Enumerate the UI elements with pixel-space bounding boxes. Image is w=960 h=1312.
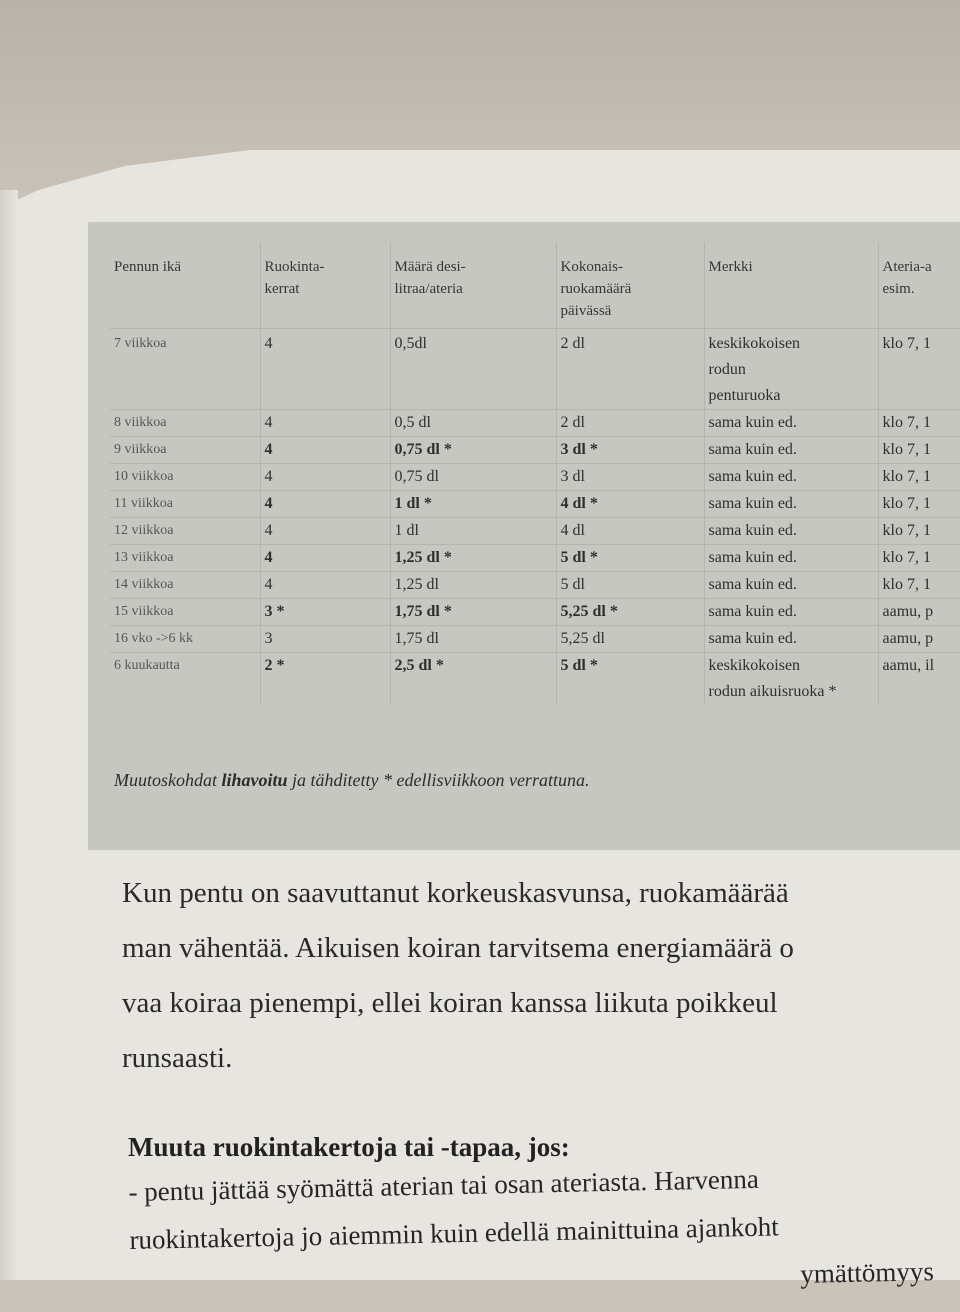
brand-cell: sama kuin ed. <box>704 572 878 599</box>
amount-cell: 1,25 dl * <box>390 545 556 572</box>
table-row <box>110 410 960 437</box>
paragraph-line: runsaasti. <box>122 1042 233 1074</box>
age-cell: 10 viikkoa <box>110 464 260 491</box>
table-row <box>110 599 960 626</box>
age-cell: 12 viikkoa <box>110 518 260 545</box>
amount-cell: 1 dl * <box>390 491 556 518</box>
meal-times-cell: aamu, p <box>878 599 960 626</box>
feedings-cell: 3 <box>260 626 390 653</box>
meal-times-cell: klo 7, 1 <box>878 545 960 572</box>
feedings-cell: 4 <box>260 437 390 464</box>
paragraph-line: man vähentää. Aikuisen koiran tarvitsema energiamäärä o <box>122 932 794 964</box>
table-row <box>110 653 960 706</box>
amount-cell: 0,5 dl <box>390 410 556 437</box>
table-header-row <box>110 242 960 329</box>
total-cell: 2 dl <box>556 410 704 437</box>
age-cell: 16 vko ->6 kk <box>110 626 260 653</box>
brand-cell: keskikokoisen rodun aikuisruoka * <box>704 653 878 706</box>
age-cell: 6 kuukautta <box>110 653 260 706</box>
paragraph-line: vaa koiraa pienempi, ellei koiran kanssa liikuta poikkeul <box>122 987 778 1019</box>
meal-times-cell: klo 7, 1 <box>878 518 960 545</box>
list-line: ruokintakertoja jo aiemmin kuin edellä mainittuina ajankoht <box>129 1211 780 1255</box>
page-edge <box>0 190 18 1280</box>
feedings-cell: 4 <box>260 329 390 410</box>
brand-cell: sama kuin ed. <box>704 491 878 518</box>
feedings-cell: 3 * <box>260 599 390 626</box>
meal-times-cell: klo 7, 1 <box>878 491 960 518</box>
meal-times-cell: klo 7, 1 <box>878 437 960 464</box>
age-cell: 9 viikkoa <box>110 437 260 464</box>
amount-cell: 0,5dl <box>390 329 556 410</box>
meal-times-cell: klo 7, 1 <box>878 572 960 599</box>
amount-cell: 1,25 dl <box>390 572 556 599</box>
amount-cell: 0,75 dl <box>390 464 556 491</box>
brand-cell: keskikokoisen rodun penturuoka <box>704 329 878 410</box>
brand-cell: sama kuin ed. <box>704 518 878 545</box>
table-caption <box>114 770 589 791</box>
feeding-table <box>110 242 960 705</box>
feedings-cell: 4 <box>260 572 390 599</box>
brand-cell: sama kuin ed. <box>704 599 878 626</box>
total-cell: 4 dl * <box>556 491 704 518</box>
header-puppy-age: Pennun ikä <box>114 259 182 275</box>
list-line: - pentu jättää syömättä aterian tai osan ateriasta. Harvenna <box>128 1163 760 1207</box>
meal-times-cell: aamu, p <box>878 626 960 653</box>
list-line: ymättömyys <box>800 1256 935 1289</box>
amount-cell: 1,75 dl <box>390 626 556 653</box>
table-row <box>110 626 960 653</box>
total-cell: 2 dl <box>556 329 704 410</box>
brand-cell: sama kuin ed. <box>704 410 878 437</box>
feedings-cell: 2 * <box>260 653 390 706</box>
feedings-cell: 4 <box>260 518 390 545</box>
table-row <box>110 572 960 599</box>
paragraph-line: Kun pentu on saavuttanut korkeuskasvunsa, ruokamäärää <box>122 877 789 909</box>
header-amount-per-meal: Määrä desi- litraa/ateria <box>390 242 556 329</box>
meal-times-cell: klo 7, 1 <box>878 329 960 410</box>
table-row <box>110 329 960 410</box>
table-row <box>110 518 960 545</box>
total-cell: 5,25 dl <box>556 626 704 653</box>
total-cell: 3 dl <box>556 464 704 491</box>
body-paragraph <box>122 866 960 1086</box>
total-cell: 4 dl <box>556 518 704 545</box>
age-cell: 15 viikkoa <box>110 599 260 626</box>
total-cell: 5 dl <box>556 572 704 599</box>
feedings-cell: 4 <box>260 464 390 491</box>
amount-cell: 1 dl <box>390 518 556 545</box>
total-cell: 5 dl * <box>556 653 704 706</box>
age-cell: 14 viikkoa <box>110 572 260 599</box>
caption-text: ja tähditetty * edellisviikkoon verrattuna. <box>292 770 590 790</box>
age-cell: 13 viikkoa <box>110 545 260 572</box>
bullet-list <box>128 1150 960 1312</box>
brand-cell: sama kuin ed. <box>704 437 878 464</box>
header-total-per-day: Kokonais- ruokamäärä päivässä <box>556 242 704 329</box>
age-cell: 8 viikkoa <box>110 410 260 437</box>
feedings-cell: 4 <box>260 545 390 572</box>
table-body <box>110 329 960 706</box>
table-row <box>110 464 960 491</box>
total-cell: 3 dl * <box>556 437 704 464</box>
amount-cell: 1,75 dl * <box>390 599 556 626</box>
brand-cell: sama kuin ed. <box>704 464 878 491</box>
feedings-cell: 4 <box>260 491 390 518</box>
table-row <box>110 491 960 518</box>
meal-times-cell: klo 7, 1 <box>878 410 960 437</box>
brand-cell: sama kuin ed. <box>704 626 878 653</box>
meal-times-cell: klo 7, 1 <box>878 464 960 491</box>
total-cell: 5,25 dl * <box>556 599 704 626</box>
section-heading: Muuta ruokintakertoja tai -tapaa, jos: <box>128 1132 570 1162</box>
meal-times-cell: aamu, il <box>878 653 960 706</box>
header-brand: Merkki <box>704 242 878 329</box>
feedings-cell: 4 <box>260 410 390 437</box>
table-row <box>110 545 960 572</box>
header-feedings: Ruokinta- kerrat <box>260 242 390 329</box>
age-cell: 7 viikkoa <box>110 329 260 410</box>
amount-cell: 0,75 dl * <box>390 437 556 464</box>
amount-cell: 2,5 dl * <box>390 653 556 706</box>
header-meal-times: Ateria-a esim. <box>878 242 960 329</box>
total-cell: 5 dl * <box>556 545 704 572</box>
brand-cell: sama kuin ed. <box>704 545 878 572</box>
caption-bold-text: lihavoitu <box>221 770 288 790</box>
table-row <box>110 437 960 464</box>
caption-text: Muutoskohdat <box>114 770 217 790</box>
age-cell: 11 viikkoa <box>110 491 260 518</box>
